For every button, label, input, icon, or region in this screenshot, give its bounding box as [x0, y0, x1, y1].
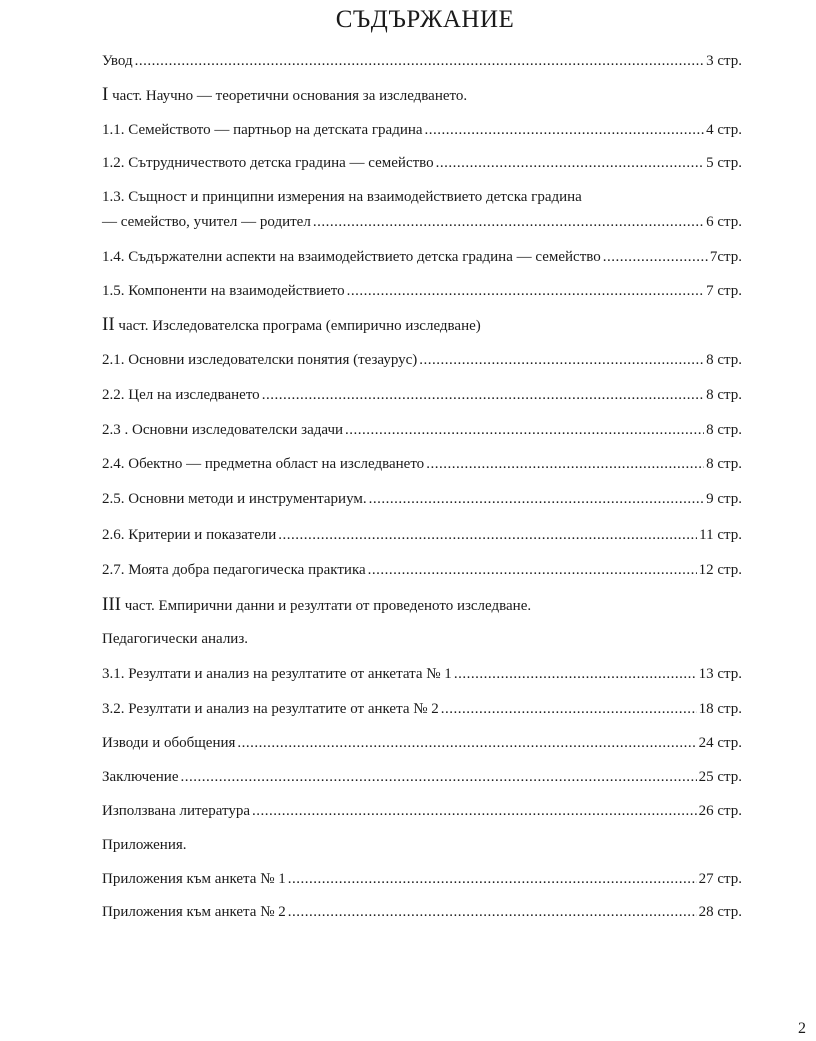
dot-leader	[419, 351, 704, 369]
dot-leader	[436, 154, 704, 172]
toc-entry	[102, 351, 742, 369]
roman-numeral: III	[102, 594, 121, 615]
roman-numeral: I	[102, 84, 109, 105]
page-number: 2	[798, 1020, 806, 1037]
part-heading-text: част. Изследователска програма (емпирично изследване)	[118, 318, 481, 334]
toc-entry-page: 9 стр.	[706, 491, 742, 507]
toc-entry-label: 2.2. Цел на изследването	[102, 387, 260, 403]
toc-part-2-heading	[102, 316, 481, 335]
toc-part-3-heading	[102, 596, 531, 615]
toc-entry	[102, 490, 742, 508]
toc-entry-label: — семейство, учител — родител	[102, 214, 311, 230]
toc-entry-page: 7 стр.	[706, 283, 742, 299]
dot-leader	[425, 121, 705, 139]
dot-leader	[237, 734, 696, 752]
toc-entry	[102, 248, 742, 266]
toc-entry-label: Приложения към анкета № 2	[102, 904, 286, 920]
dot-leader	[603, 248, 708, 266]
toc-entry-label: 2.7. Моята добра педагогическа практика	[102, 562, 366, 578]
toc-entry-page: 3 стр.	[706, 53, 742, 69]
toc-entry-page: 5 стр.	[706, 155, 742, 171]
dot-leader	[313, 213, 704, 231]
toc-entry-page: 12 стр.	[698, 562, 742, 578]
toc-entry-page: 8 стр.	[706, 456, 742, 472]
toc-entry-label: 3.1. Резултати и анализ на резултатите от анкетата № 1	[102, 666, 452, 682]
toc-entry-page: 13 стр.	[698, 666, 742, 682]
toc-entry-page: 8 стр.	[706, 422, 742, 438]
toc-entry	[102, 561, 742, 579]
dot-leader	[369, 490, 704, 508]
dot-leader	[345, 421, 704, 439]
dot-leader	[262, 386, 704, 404]
part-heading-text: част. Научно — теоретични основания за изследването.	[112, 88, 468, 104]
toc-entry	[102, 665, 742, 683]
toc-entry-label: Изводи и обобщения	[102, 735, 236, 751]
toc-entry	[102, 386, 742, 404]
toc-entry-label: 1.2. Сътрудничеството детска градина — семейство	[102, 155, 434, 171]
dot-leader	[288, 903, 697, 921]
dot-leader	[181, 768, 697, 786]
toc-entry-intro	[102, 52, 742, 70]
page-title: СЪДЪРЖАНИЕ	[335, 6, 515, 33]
toc-entry-page: 8 стр.	[706, 387, 742, 403]
dot-leader	[347, 282, 704, 300]
toc-entry	[102, 526, 742, 544]
dot-leader	[454, 665, 697, 683]
toc-entry-label: 1.1. Семейството — партньор на детската градина	[102, 122, 423, 138]
toc-entry	[102, 455, 742, 473]
toc-entry-page: 28 стр.	[698, 904, 742, 920]
toc-entry-page: 27 стр.	[698, 871, 742, 887]
toc-subheading: Педагогически анализ.	[102, 631, 249, 647]
toc-entry	[102, 700, 742, 718]
toc-entry-label: 3.2. Резултати и анализ на резултатите от анкета № 2	[102, 701, 439, 717]
toc-entry-label: Приложения към анкета № 1	[102, 871, 286, 887]
dot-leader	[135, 52, 704, 70]
toc-entry	[102, 802, 742, 820]
toc-entry-label: 2.4. Обектно — предметна област на изследването	[102, 456, 425, 472]
toc-entry-page: 11 стр.	[699, 527, 742, 543]
toc-entry-page: 24 стр.	[698, 735, 742, 751]
toc-entry-label: Използвана литература	[102, 803, 250, 819]
toc-entry	[102, 421, 742, 439]
dot-leader	[441, 700, 697, 718]
toc-entry	[102, 213, 742, 231]
part-heading-text: част. Емпирични данни и резултати от проведеното изследване.	[124, 598, 532, 614]
toc-entry-page: 7стр.	[709, 249, 742, 265]
dot-leader	[278, 526, 697, 544]
dot-leader	[368, 561, 697, 579]
toc-entry-label: 1.4. Съдържателни аспекти на взаимодействието детска градина — семейство	[102, 249, 601, 265]
toc-entry	[102, 768, 742, 786]
toc-entry-label: Заключение	[102, 769, 179, 785]
toc-entry-label: 2.3 . Основни изследователски задачи	[102, 422, 344, 438]
toc-entry	[102, 154, 742, 172]
dot-leader	[252, 802, 697, 820]
toc-entry	[102, 903, 742, 921]
toc-entry	[102, 870, 742, 888]
toc-part-1-heading	[102, 86, 467, 105]
toc-entry-page: 25 стр.	[698, 769, 742, 785]
toc-entry-label: 2.1. Основни изследователски понятия (тезаурус)	[102, 352, 418, 368]
toc-entry-line: 1.3. Същност и принципни измерения на взаимодействието детска градина	[102, 189, 582, 205]
toc-entry-page: 18 стр.	[698, 701, 742, 717]
toc-entry-page: 4 стр.	[706, 122, 742, 138]
toc-entry-page: 26 стр.	[698, 803, 742, 819]
toc-entry-label: 2.6. Критерии и показатели	[102, 527, 277, 543]
dot-leader	[426, 455, 704, 473]
toc-entry	[102, 282, 742, 300]
toc-entry	[102, 734, 742, 752]
dot-leader	[288, 870, 697, 888]
toc-subheading: Приложения.	[102, 837, 187, 853]
toc-entry-page: 6 стр.	[706, 214, 742, 230]
roman-numeral: II	[102, 314, 115, 335]
toc-entry-label: 1.5. Компоненти на взаимодействието	[102, 283, 345, 299]
toc-entry-label: Увод	[102, 53, 133, 69]
toc-entry	[102, 121, 742, 139]
toc-entry-label: 2.5. Основни методи и инструментариум.	[102, 491, 367, 507]
toc-entry-page: 8 стр.	[706, 352, 742, 368]
